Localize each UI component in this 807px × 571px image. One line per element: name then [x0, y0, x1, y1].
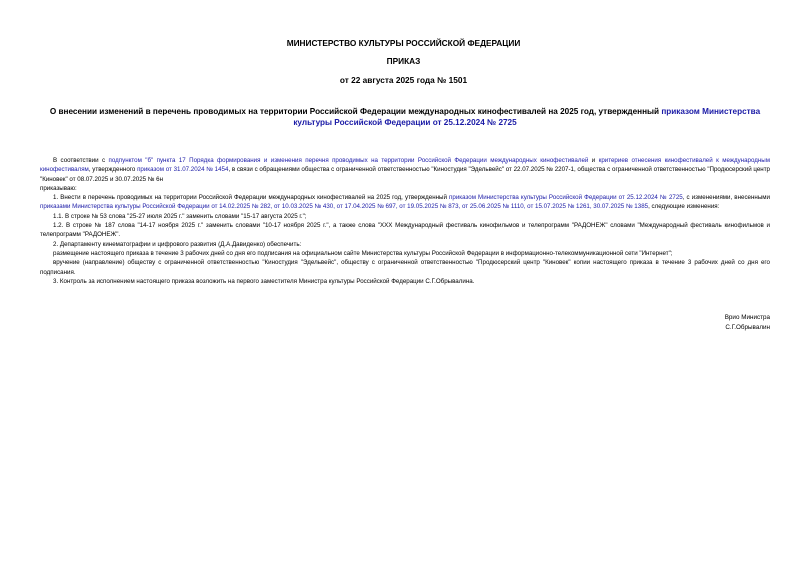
text-span: , с изменениями, внесенными — [682, 194, 770, 202]
text-span: В соответствии с — [53, 157, 109, 164]
text-span: и — [588, 157, 599, 164]
date-number: от 22 августа 2025 года № 1501 — [339, 75, 468, 85]
text-span: , утвержденного — [88, 166, 138, 174]
text-span: , в связи с обращениями общества с ограниченной ответственностью "Киностудия "Эдельвейс" от 22.07.2025 № 2207-1, общества с ограниченной ответственностью "Продюсерский центр "Киновек" от 08.07.2025 и 30.07.2025 № 6н — [40, 166, 770, 183]
paragraph-item-1-1: 1.1. В строке № 53 слова "25-27 июля 2025 г." заменить словами "15-17 августа 2025 г."; — [53, 212, 307, 220]
paragraph-item-2-deliver: вручение (направление) обществу с ограниченной ответственностью "Киностудия "Эдельвейс", обществу с ограниченной ответственностью "Продюсерский центр "Киновек" копии настоящего приказа в течение 3 рабочих дней со дня его подписания. — [40, 259, 770, 276]
signatory-position: Врио Министра — [724, 314, 770, 321]
link-subparagraph[interactable]: подпунктом "б" пункта 17 Порядка формирования и изменения перечня проводимых на территории Российской Федерации международных кинофестивалей — [108, 157, 589, 164]
paragraph-item-1-2: 1.2. В строке № 187 слова "14-17 ноября 2025 г." заменить словами "10-17 ноября 2025 г.", а также слова "XXX Международный фестиваль кинофильмов и телепрограмм "РАДОНЕЖ" словами "Международный фестиваль кинофильмов и телепрограмм "РАДОНЕЖ". — [40, 222, 770, 239]
signatory-name: С.Г.Обрывалин — [725, 324, 770, 331]
paragraph-basis — [40, 156, 770, 184]
doc-type-heading: ПРИКАЗ — [386, 56, 421, 66]
paragraph-item-2: 2. Департаменту кинематографии и цифрового развития (Д.А.Давиденко) обеспечить: — [53, 240, 302, 248]
paragraph-item-2-publish: размещение настоящего приказа в течение 3 рабочих дней со дня его подписания на официальном сайте Министерства культуры Российской Федерации в информационно-телекоммуникационной сети "Интернет"; — [53, 249, 673, 257]
link-amending-orders[interactable]: приказами Министерства культуры Российской Федерации от 14.02.2025 № 282, от 10.03.2025 № 430, от 17.04.2025 № 697, от 19.05.2025 № 873, от 25.06.2025 № 1110, от 15.07.2025 № 1261, 30.07.2025 № 1385 — [40, 203, 649, 211]
ministry-heading: МИНИСТЕРСТВО КУЛЬТУРЫ РОССИЙСКОЙ ФЕДЕРАЦИИ — [286, 38, 521, 48]
text-span: 1. Внести в перечень проводимых на территории Российской Федерации международных кинофестивалей на 2025 год, утвержденный — [53, 194, 450, 202]
text-span: , следующие изменения: — [648, 203, 720, 211]
signature-block — [570, 313, 770, 333]
paragraph-item-1 — [40, 193, 770, 212]
paragraph-order: приказываю: — [40, 184, 77, 192]
document-body — [40, 156, 770, 286]
paragraph-item-3: 3. Контроль за исполнением настоящего приказа возложить на первого заместителя Министра культуры Российской Федерации С.Г.Обрывалина. — [53, 277, 475, 285]
title-link[interactable]: приказом Министерства культуры Российской Федерации от 25.12.2024 № 2725 — [293, 107, 761, 127]
title-text: О внесении изменений в перечень проводимых на территории Российской Федерации международных кинофестивалей на 2025 год, утвержденный — [49, 107, 662, 116]
link-order-2725[interactable]: приказом Министерства культуры Российской Федерации от 25.12.2024 № 2725 — [449, 194, 683, 202]
link-criteria[interactable]: критериев отнесения кинофестивалей к международным кинофестивалям — [40, 157, 771, 174]
document-title — [40, 106, 770, 128]
link-order-1454[interactable]: приказом от 31.07.2024 № 1454 — [137, 166, 229, 174]
